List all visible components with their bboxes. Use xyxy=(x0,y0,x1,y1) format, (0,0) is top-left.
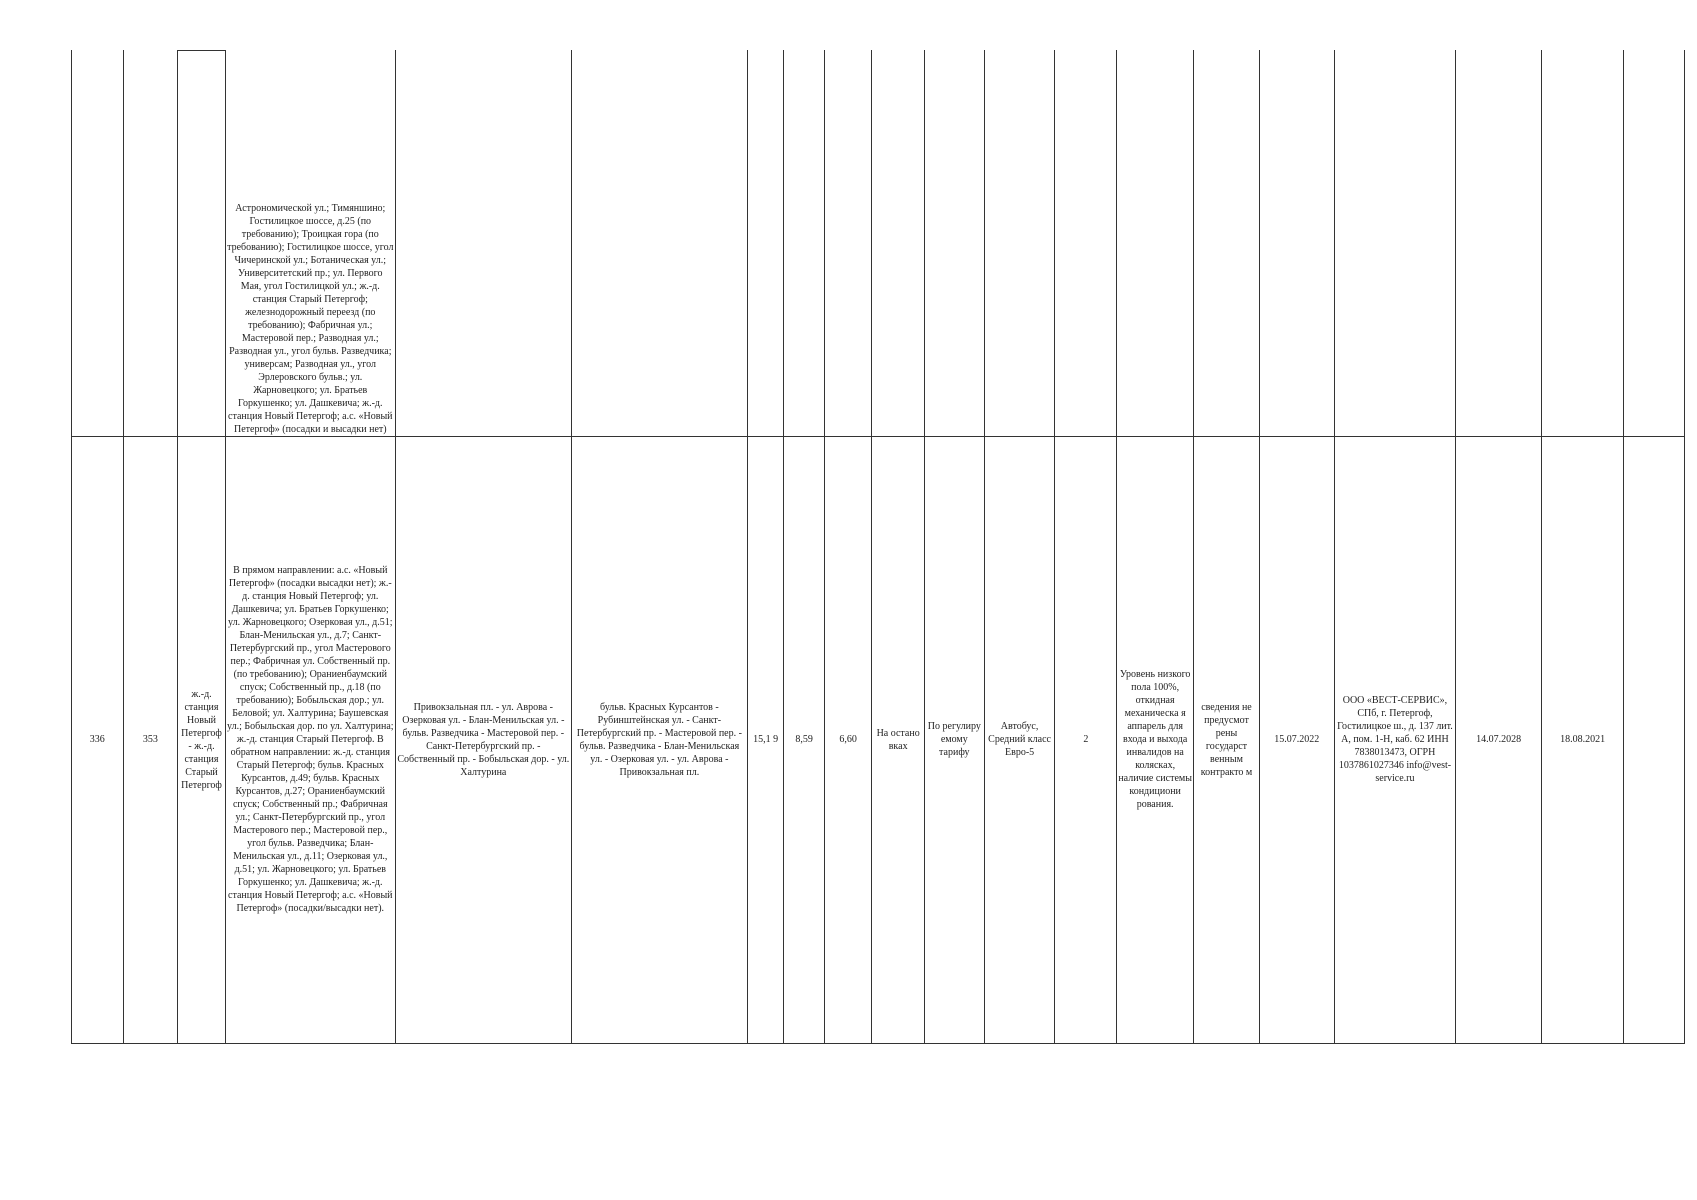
cell-empty xyxy=(872,50,925,436)
cell-empty xyxy=(1624,50,1685,436)
route-register-table xyxy=(71,50,1685,1044)
route-name-cell: ж.-д. станция Новый Петергоф - ж.-д. станция Старый Петергоф xyxy=(178,436,226,1043)
contract-info-cell: сведения не предусмот рены государст венным контракто м xyxy=(1194,436,1260,1043)
streets-forward-cell: Привокзальная пл. - ул. Аврова - Озерковая ул. - Блан-Менильская ул. - бульв. Разведчика - Мастеровой пер. - Санкт-Петербургский пр. - Собственный пр. - Бобыльская дор. - ул. Халтурина xyxy=(395,436,571,1043)
route-number-cell: 353 xyxy=(123,436,178,1043)
cell-empty xyxy=(1055,50,1117,436)
cell-empty xyxy=(1456,50,1542,436)
table-row xyxy=(72,436,1685,1043)
end-date-cell: 14.07.2028 xyxy=(1456,436,1542,1043)
cell-empty xyxy=(824,50,872,436)
tariff-type-cell: По регулиру емому тарифу xyxy=(924,436,984,1043)
cell-empty xyxy=(1542,50,1624,436)
stops-cell: В прямом направлении: а.с. «Новый Петергоф» (посадки высадки нет); ж.-д. станция Новый Петергоф; ул. Дашкевича; ул. Братьев Горкушенко; ул. Жарновецкого; Озерковая ул., д.51; Блан-Менильская ул., д.7; Санкт-Петербургский пр., угол Мастерового пер.; Фабричная ул. Собственный пр. (по требованию); Ораниенбаумский спуск; Собственный пр., д.18 (по требованию); Бобыльская дор.; ул. Беловой; ул. Халтурина; Баушевская ул.; Бобыльская дор. по ул. Халтурина; ж.-д. станция Старый Петергоф. В обратном направлении: ж.-д. станция Старый Петергоф; бульв. Красных Курсантов, д.49; бульв. Красных Курсантов, д.27; Ораниенбаумский спуск; Собственный пр.; Фабричная ул.; Санкт-Петербургский пр., угол Мастерового пер.; Мастеровой пер., угол бульв. Разведчика; Блан-Менильская ул., д.11; Озерковая ул., д.51; ул. Жарновецкого; ул. Братьев Горкушенко; ул. Дашкевича; ж.-д. станция Новый Петергоф; а.с. «Новый Петергоф» (посадки/высадки нет). xyxy=(225,436,395,1043)
record-date-cell: 18.08.2021 xyxy=(1542,436,1624,1043)
cell-empty xyxy=(571,50,747,436)
length-forward-cell: 15,1 9 xyxy=(747,436,783,1043)
cell-empty xyxy=(984,50,1055,436)
cell-empty xyxy=(747,50,783,436)
table-row-previous xyxy=(72,50,1685,436)
cell-empty xyxy=(1334,50,1455,436)
cell-empty xyxy=(123,50,178,436)
stop-order-cell: На остано вках xyxy=(872,436,925,1043)
characteristics-cell: Уровень низкого пола 100%, откидная механическа я аппарель для входа и выхода инвалидов на колясках, наличие системы кондициони рования. xyxy=(1117,436,1194,1043)
cell-empty xyxy=(1259,50,1334,436)
length-cell: 6,60 xyxy=(824,436,872,1043)
vehicle-count-cell: 2 xyxy=(1055,436,1117,1043)
cell-empty xyxy=(395,50,571,436)
cell-empty xyxy=(178,50,226,436)
cell-empty xyxy=(1194,50,1260,436)
reg-number-cell: 336 xyxy=(72,436,124,1043)
cell-empty xyxy=(784,50,824,436)
cell-empty xyxy=(72,50,124,436)
vehicle-cell: Автобус, Средний класс Евро-5 xyxy=(984,436,1055,1043)
streets-backward-cell: бульв. Красных Курсантов - Рубинштейнская ул. - Санкт-Петербургский пр. - Мастеровой пер. - бульв. Разведчика - Блан-Менильская ул. - Озерковая ул. - ул. Аврова - Привокзальная пл. xyxy=(571,436,747,1043)
length-backward-cell: 8,59 xyxy=(784,436,824,1043)
cell-empty xyxy=(1117,50,1194,436)
start-date-cell: 15.07.2022 xyxy=(1259,436,1334,1043)
cell-empty xyxy=(924,50,984,436)
carrier-cell: ООО «ВЕСТ-СЕРВИС», СПб, г. Петергоф, Гостилицкое ш., д. 137 лит. А, пом. 1-Н, каб. 62 ИНН 7838013473, ОГРН 1037861027346 info@vest-service.ru xyxy=(1334,436,1455,1043)
stops-cell-continued: Астрономической ул.; Тимяншино; Гостилицкое шоссе, д.25 (по требованию); Троицкая гора (по требованию); Гостилицкое шоссе, угол Чичеринской ул.; Ботаническая ул.; Университетский пр.; ул. Первого Мая, угол Гостилицкой ул.; ж.-д. станция Старый Петергоф; железнодорожный переезд (по требованию); Фабричная ул.; Мастеровой пер.; Разводная ул.; Разводная ул., угол бульв. Разведчика; универсам; Разводная ул., угол Эрлеровского бульв.; ул. Жарновецкого; ул. Братьев Горкушенко; ул. Дашкевича; ж.-д. станция Новый Петергоф; а.с. «Новый Петергоф» (посадки и высадки нет) xyxy=(225,50,395,436)
notes-cell xyxy=(1624,436,1685,1043)
